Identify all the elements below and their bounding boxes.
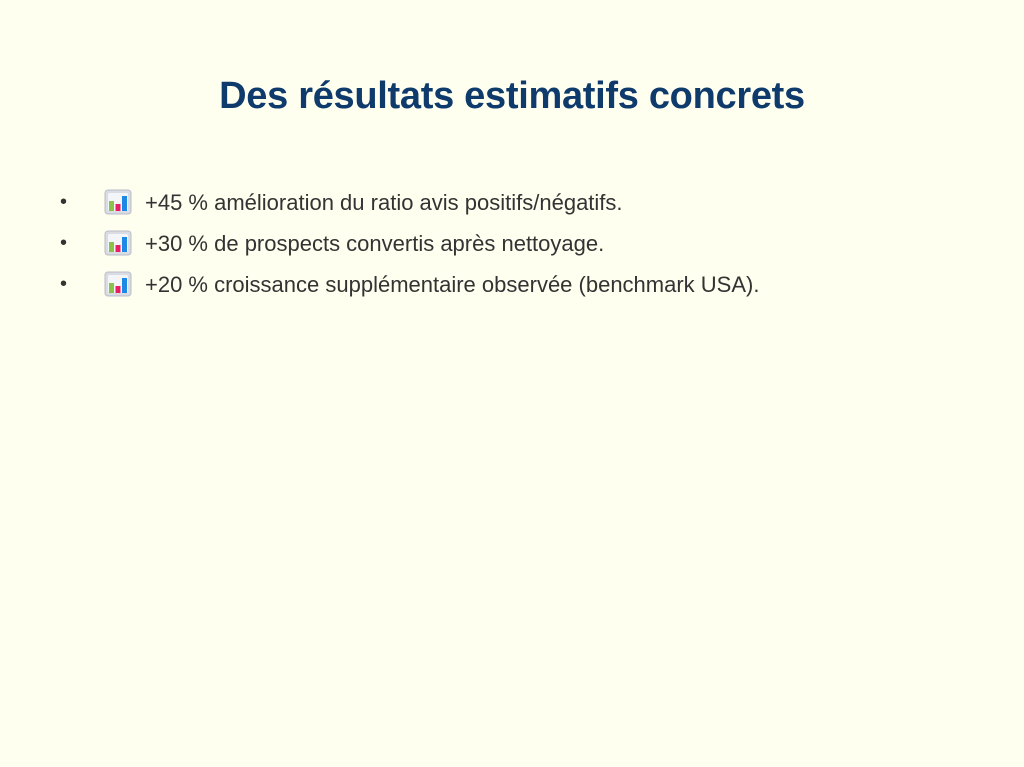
bullet-marker: • [60, 191, 68, 213]
bar-chart-icon [104, 230, 132, 256]
bar-chart-icon [104, 189, 132, 215]
bullet-list [0, 182, 1024, 305]
list-item [0, 264, 1024, 305]
bullet-text: +45 % amélioration du ratio avis positifs/négatifs. [145, 190, 623, 215]
list-item [0, 223, 1024, 264]
bullet-text: +30 % de prospects convertis après nettoyage. [145, 231, 605, 256]
bullet-text: +20 % croissance supplémentaire observée (benchmark USA). [145, 272, 760, 297]
bullet-marker: • [60, 273, 68, 295]
list-item [0, 182, 1024, 223]
slide-title: Des résultats estimatifs concrets [219, 75, 805, 117]
bullet-marker: • [60, 232, 68, 254]
bar-chart-icon [104, 271, 132, 297]
